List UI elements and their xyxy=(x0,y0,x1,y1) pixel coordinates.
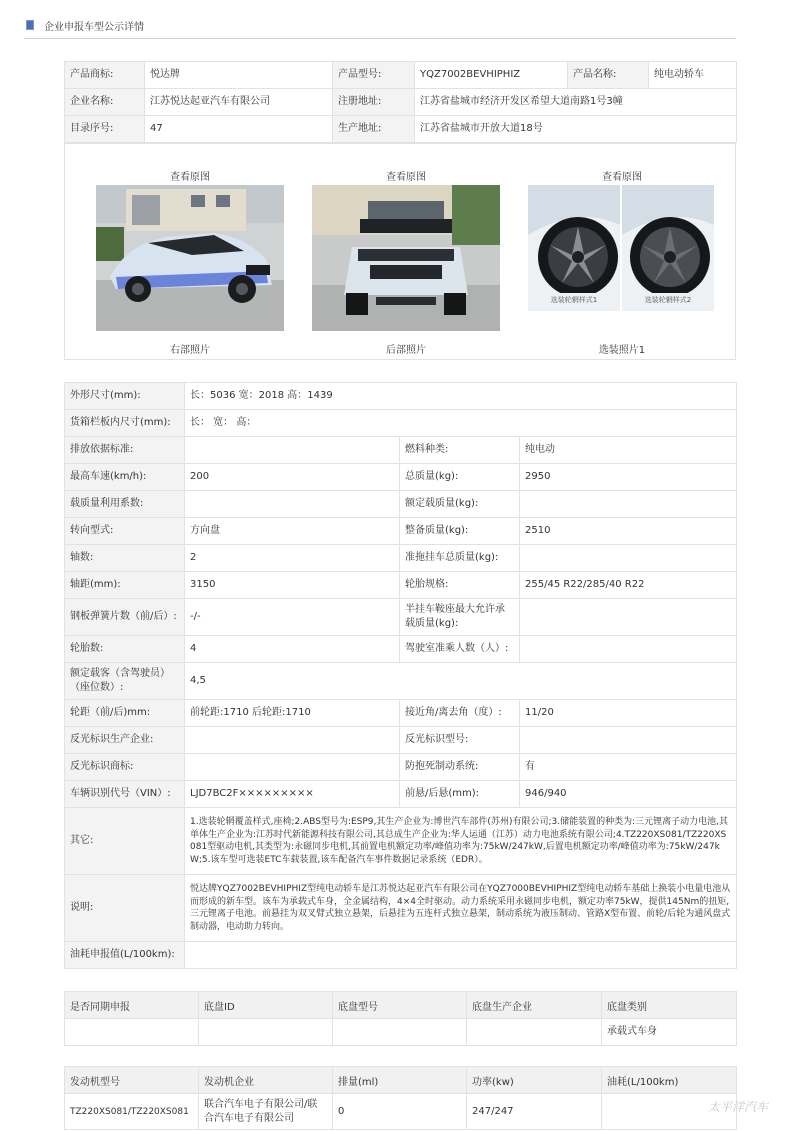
rated-load-value xyxy=(520,491,737,518)
consumption-label: 油耗申报值(L/100km): xyxy=(65,942,185,969)
vin-label: 车辆识别代号（VIN）: xyxy=(65,781,185,808)
chassis-cell xyxy=(467,1019,602,1046)
spring-label: 钢板弹簧片数（前/后）: xyxy=(65,599,185,636)
tire-spec-value: 255/45 R22/285/40 R22 xyxy=(520,572,737,599)
product-name-label: 产品名称: xyxy=(568,62,649,89)
description-label: 说明: xyxy=(65,875,185,942)
total-mass-label: 总质量(kg): xyxy=(400,464,520,491)
max-speed-label: 最高车速(km/h): xyxy=(65,464,185,491)
view-original-link[interactable]: 查看原图 xyxy=(602,172,642,183)
steering-label: 转向型式: xyxy=(65,518,185,545)
chassis-cell xyxy=(333,1019,467,1046)
photo-rear xyxy=(312,144,500,359)
model-label: 产品型号: xyxy=(333,62,415,89)
car-rear-illustration xyxy=(312,185,500,331)
dimension-label: 外形尺寸(mm): xyxy=(65,383,185,410)
header-divider xyxy=(24,38,736,39)
cargo-size-label: 货箱栏板内尺寸(mm): xyxy=(65,410,185,437)
approach-angle-value: 11/20 xyxy=(520,700,737,727)
curb-mass-label: 整备质量(kg): xyxy=(400,518,520,545)
tire-spec-label: 轮胎规格: xyxy=(400,572,520,599)
photo-caption: 后部照片 xyxy=(386,345,426,356)
catalog-label: 目录序号: xyxy=(65,116,145,143)
saddle-load-label: 半挂车鞍座最大允许承载质量(kg): xyxy=(400,599,520,636)
reflector-company-value xyxy=(185,727,400,754)
engine-cell: TZ220XS081/TZ220XS081 xyxy=(65,1094,199,1130)
track-value: 前轮距:1710 后轮距:1710 xyxy=(185,700,400,727)
engine-table xyxy=(64,1066,737,1130)
chassis-cell xyxy=(199,1019,333,1046)
consumption-value xyxy=(185,942,737,969)
other-value: 1.选装轮辋覆盖样式,座椅;2.ABS型号为:ESP9,其生产企业为:博世汽车部件(苏州)有限公司;3.储能装置的种类为:三元锂离子动力电池,其单体生产企业为:江苏时代新能源科技有限公司,其总成生产企业为:华人运通（江苏）动力电池系统有限公司;4.TZ220XS081/TZ220XS081型驱动电机,其类型为:永磁同步电机,其前置电机额定功率/峰值功率为:75kW/247kW,后置电机额定功率/峰值功率为:75kW/247kW;5.该车型可选装ETC车载装置,该车配备汽车事件数据记录系统（EDR）。 xyxy=(185,808,737,875)
model-value: YQZ7002BEVHIPHIZ xyxy=(415,62,568,89)
reflector-company-label: 反光标识生产企业: xyxy=(65,727,185,754)
cab-capacity-label: 驾驶室准乘人数（人）: xyxy=(400,636,520,663)
reg-address-label: 注册地址: xyxy=(333,89,415,116)
saddle-load-value xyxy=(520,599,737,636)
chassis-cell: 承载式车身 xyxy=(602,1019,737,1046)
dimension-value: 长：5036 宽：2018 高：1439 xyxy=(185,383,737,410)
chassis-header-company: 底盘生产企业 xyxy=(467,992,602,1019)
prod-address-value: 江苏省盐城市开放大道18号 xyxy=(415,116,737,143)
right-photo-image[interactable] xyxy=(96,185,284,331)
axles-value: 2 xyxy=(185,545,400,572)
approach-angle-label: 接近角/离去角（度）: xyxy=(400,700,520,727)
view-original-link[interactable]: 查看原图 xyxy=(170,172,210,183)
seats-label: 额定载客（含驾驶员）（座位数）: xyxy=(65,663,185,700)
engine-header-power: 功率(kw) xyxy=(467,1067,602,1094)
company-label: 企业名称: xyxy=(65,89,145,116)
chassis-table xyxy=(64,991,737,1046)
chassis-cell xyxy=(65,1019,199,1046)
prod-address-label: 生产地址: xyxy=(333,116,415,143)
chassis-header-model: 底盘型号 xyxy=(333,992,467,1019)
optional-wheel-caption-1: 选装轮辋样式1 xyxy=(550,296,598,304)
other-label: 其它: xyxy=(65,808,185,875)
engine-header-displacement: 排量(ml) xyxy=(333,1067,467,1094)
wheel-illustration xyxy=(622,185,714,311)
document-icon xyxy=(26,20,34,30)
reflector-model-value xyxy=(520,727,737,754)
cab-capacity-value xyxy=(520,636,737,663)
basic-info-table xyxy=(64,61,737,143)
engine-header-company: 发动机企业 xyxy=(199,1067,333,1094)
wheel-illustration xyxy=(528,185,620,311)
rated-load-label: 额定载质量(kg): xyxy=(400,491,520,518)
total-mass-value: 2950 xyxy=(520,464,737,491)
engine-header-model: 发动机型号 xyxy=(65,1067,199,1094)
abs-label: 防抱死制动系统: xyxy=(400,754,520,781)
chassis-header-sync: 是否同期申报 xyxy=(65,992,199,1019)
reflector-model-label: 反光标识型号: xyxy=(400,727,520,754)
description-value: 悦达牌YQZ7002BEVHIPHIZ型纯电动轿车是江苏悦达起亚汽车有限公司在YQZ7000BEVHIPHIZ型纯电动轿车基础上换装小电量电池从而形成的新车型。该车为承载式车身，全金属结构，4×4全时驱动。动力系统采用永磁同步电机，额定功率75kW，提供145Nm的扭矩,三元锂离子电池。前悬挂为双叉臂式独立悬架，后悬挂为五连杆式独立悬架，制动系统为液压制动、管路X型布置、前轮/后轮为通风盘式制动器，电动助力转向。 xyxy=(185,875,737,942)
emission-value xyxy=(185,437,400,464)
fuel-value: 纯电动 xyxy=(520,437,737,464)
optional-photo-image-2[interactable] xyxy=(622,185,714,311)
load-util-value xyxy=(185,491,400,518)
company-value: 江苏悦达起亚汽车有限公司 xyxy=(145,89,333,116)
catalog-value: 47 xyxy=(145,116,333,143)
reflector-brand-label: 反光标识商标: xyxy=(65,754,185,781)
car-right-illustration xyxy=(96,185,284,331)
engine-cell: 0 xyxy=(333,1094,467,1130)
overhang-label: 前悬/后悬(mm): xyxy=(400,781,520,808)
reflector-brand-value xyxy=(185,754,400,781)
photo-optional xyxy=(528,144,716,359)
engine-header-consumption: 油耗(L/100km) xyxy=(602,1067,737,1094)
params-table xyxy=(64,382,737,969)
overhang-value: 946/940 xyxy=(520,781,737,808)
curb-mass-value: 2510 xyxy=(520,518,737,545)
track-label: 轮距（前/后)mm: xyxy=(65,700,185,727)
steering-value: 方向盘 xyxy=(185,518,400,545)
photo-caption: 右部照片 xyxy=(170,345,210,356)
tire-count-value: 4 xyxy=(185,636,400,663)
engine-cell: 联合汽车电子有限公司/联合汽车电子有限公司 xyxy=(199,1094,333,1130)
seats-value: 4,5 xyxy=(185,663,737,700)
rear-photo-image[interactable] xyxy=(312,185,500,331)
optional-wheel-caption-2: 选装轮辋样式2 xyxy=(644,296,692,304)
brand-value: 悦达牌 xyxy=(145,62,333,89)
page-header xyxy=(0,0,800,40)
optional-photo-image-1[interactable] xyxy=(528,185,620,311)
emission-label: 排放依据标准: xyxy=(65,437,185,464)
max-speed-value: 200 xyxy=(185,464,400,491)
spring-value: -/- xyxy=(185,599,400,636)
chassis-header-type: 底盘类别 xyxy=(602,992,737,1019)
fuel-label: 燃料种类: xyxy=(400,437,520,464)
trailer-mass-label: 准拖挂车总质量(kg): xyxy=(400,545,520,572)
axles-label: 轴数: xyxy=(65,545,185,572)
cargo-size-value: 长： 宽： 高： xyxy=(185,410,737,437)
wheelbase-label: 轴距(mm): xyxy=(65,572,185,599)
brand-label: 产品商标: xyxy=(65,62,145,89)
watermark: 太平洋汽车 xyxy=(708,1100,769,1114)
chassis-header-id: 底盘ID xyxy=(199,992,333,1019)
page-title: 企业申报车型公示详情 xyxy=(44,22,144,33)
product-name-value: 纯电动轿车 xyxy=(649,62,737,89)
abs-value: 有 xyxy=(520,754,737,781)
photo-caption: 选装照片1 xyxy=(598,345,646,356)
engine-cell: 247/247 xyxy=(467,1094,602,1130)
photo-right xyxy=(96,144,284,359)
trailer-mass-value xyxy=(520,545,737,572)
vin-value: LJD7BC2F××××××××× xyxy=(185,781,400,808)
view-original-link[interactable]: 查看原图 xyxy=(386,172,426,183)
vehicle-photos xyxy=(64,143,736,360)
wheelbase-value: 3150 xyxy=(185,572,400,599)
tire-count-label: 轮胎数: xyxy=(65,636,185,663)
reg-address-value: 江苏省盐城市经济开发区希望大道南路1号3幢 xyxy=(415,89,737,116)
load-util-label: 载质量利用系数: xyxy=(65,491,185,518)
